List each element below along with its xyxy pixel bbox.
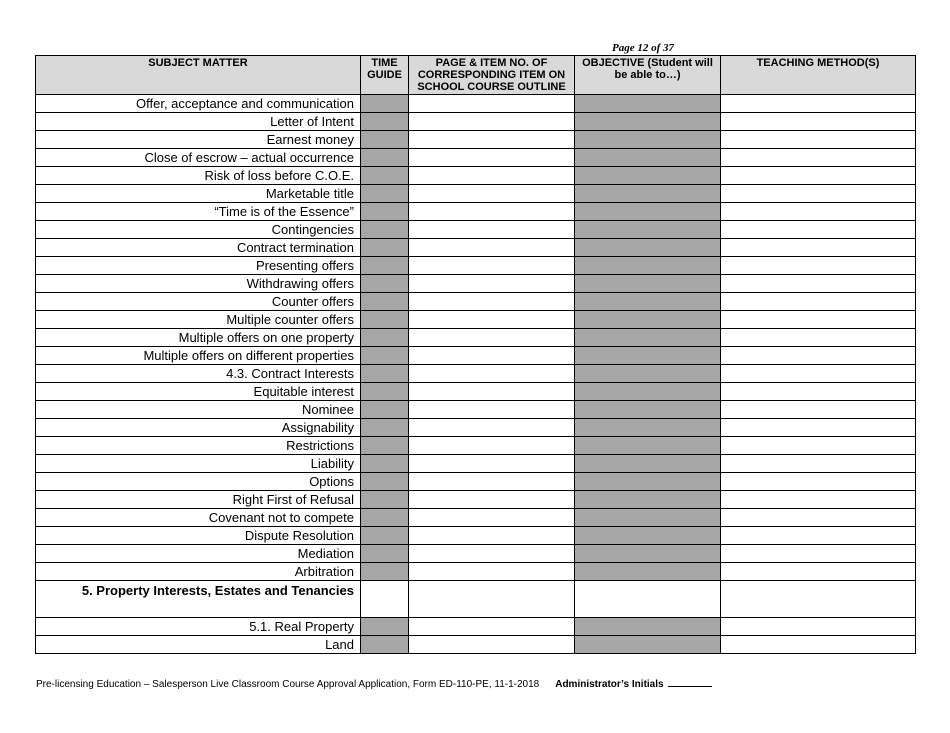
page-item-cell[interactable] [409, 239, 575, 257]
table-row [36, 545, 916, 563]
teaching-method-cell[interactable] [721, 365, 916, 383]
subject-cell: Nominee [36, 401, 361, 419]
page-item-cell[interactable] [409, 365, 575, 383]
subject-cell: 4.3. Contract Interests [36, 365, 361, 383]
subject-cell: Multiple counter offers [36, 311, 361, 329]
teaching-method-cell[interactable] [721, 293, 916, 311]
teaching-method-cell[interactable] [721, 383, 916, 401]
page-item-cell[interactable] [409, 581, 575, 618]
page-item-cell[interactable] [409, 473, 575, 491]
table-row [36, 203, 916, 221]
subject-cell: Withdrawing offers [36, 275, 361, 293]
objective-cell[interactable] [575, 149, 721, 167]
table-row [36, 636, 916, 654]
objective-cell[interactable] [575, 329, 721, 347]
time-guide-cell[interactable] [361, 383, 409, 401]
teaching-method-cell[interactable] [721, 275, 916, 293]
objective-cell[interactable] [575, 185, 721, 203]
table-row [36, 221, 916, 239]
objective-cell[interactable] [575, 491, 721, 509]
subject-cell: Earnest money [36, 131, 361, 149]
page-item-cell[interactable] [409, 131, 575, 149]
teaching-method-cell[interactable] [721, 419, 916, 437]
form-reference: Pre-licensing Education – Salesperson Live Classroom Course Approval Application, Form ED-110-PE, 11-1-2018 [36, 679, 540, 690]
time-guide-cell[interactable] [361, 473, 409, 491]
subject-cell: Equitable interest [36, 383, 361, 401]
time-guide-cell[interactable] [361, 437, 409, 455]
teaching-method-cell[interactable] [721, 329, 916, 347]
table-row [36, 419, 916, 437]
page-item-cell[interactable] [409, 545, 575, 563]
time-guide-cell[interactable] [361, 618, 409, 636]
objective-cell[interactable] [575, 131, 721, 149]
time-guide-cell[interactable] [361, 329, 409, 347]
table-row [36, 113, 916, 131]
header-page-item: PAGE & ITEM NO. OF CORRESPONDING ITEM ON SCHOOL COURSE OUTLINE [409, 56, 575, 95]
page-item-cell[interactable] [409, 293, 575, 311]
time-guide-cell[interactable] [361, 131, 409, 149]
page-item-cell[interactable] [409, 149, 575, 167]
time-guide-cell[interactable] [361, 491, 409, 509]
objective-cell[interactable] [575, 365, 721, 383]
teaching-method-cell[interactable] [721, 545, 916, 563]
table-row [36, 347, 916, 365]
time-guide-cell[interactable] [361, 275, 409, 293]
objective-cell[interactable] [575, 311, 721, 329]
page-item-cell[interactable] [409, 419, 575, 437]
subject-cell: “Time is of the Essence” [36, 203, 361, 221]
subject-cell: Counter offers [36, 293, 361, 311]
objective-cell[interactable] [575, 473, 721, 491]
table-row [36, 329, 916, 347]
teaching-method-cell[interactable] [721, 221, 916, 239]
teaching-method-cell[interactable] [721, 257, 916, 275]
time-guide-cell[interactable] [361, 239, 409, 257]
time-guide-cell[interactable] [361, 221, 409, 239]
objective-cell[interactable] [575, 437, 721, 455]
subject-cell: Land [36, 636, 361, 654]
table-row [36, 509, 916, 527]
subject-cell: Liability [36, 455, 361, 473]
teaching-method-cell[interactable] [721, 131, 916, 149]
teaching-method-cell[interactable] [721, 527, 916, 545]
objective-cell[interactable] [575, 221, 721, 239]
table-row [36, 293, 916, 311]
table-row [36, 563, 916, 581]
subject-cell: Assignability [36, 419, 361, 437]
time-guide-cell[interactable] [361, 401, 409, 419]
footer [36, 679, 712, 690]
time-guide-cell[interactable] [361, 167, 409, 185]
objective-cell[interactable] [575, 113, 721, 131]
time-guide-cell[interactable] [361, 311, 409, 329]
time-guide-cell[interactable] [361, 365, 409, 383]
time-guide-cell[interactable] [361, 95, 409, 113]
teaching-method-cell[interactable] [721, 473, 916, 491]
teaching-method-cell[interactable] [721, 509, 916, 527]
time-guide-cell[interactable] [361, 419, 409, 437]
subject-cell: Dispute Resolution [36, 527, 361, 545]
time-guide-cell[interactable] [361, 636, 409, 654]
table-row [36, 95, 916, 113]
time-guide-cell[interactable] [361, 545, 409, 563]
time-guide-cell[interactable] [361, 185, 409, 203]
time-guide-cell[interactable] [361, 347, 409, 365]
objective-cell[interactable] [575, 563, 721, 581]
table-row [36, 311, 916, 329]
teaching-method-cell[interactable] [721, 149, 916, 167]
subject-cell: 5. Property Interests, Estates and Tenancies [36, 581, 361, 618]
objective-cell[interactable] [575, 167, 721, 185]
subject-cell: Multiple offers on different properties [36, 347, 361, 365]
page-item-cell[interactable] [409, 527, 575, 545]
subject-cell: Arbitration [36, 563, 361, 581]
subject-cell: Contract termination [36, 239, 361, 257]
teaching-method-cell[interactable] [721, 401, 916, 419]
objective-cell[interactable] [575, 203, 721, 221]
page-number: Page 12 of 37 [612, 42, 675, 54]
teaching-method-cell[interactable] [721, 113, 916, 131]
teaching-method-cell[interactable] [721, 311, 916, 329]
teaching-method-cell[interactable] [721, 491, 916, 509]
administrator-initials-field[interactable] [668, 686, 712, 687]
objective-cell[interactable] [575, 527, 721, 545]
page-item-cell[interactable] [409, 437, 575, 455]
table-row [36, 149, 916, 167]
objective-cell[interactable] [575, 636, 721, 654]
header-subject-matter: SUBJECT MATTER [36, 56, 361, 95]
time-guide-cell[interactable] [361, 563, 409, 581]
subject-cell: Contingencies [36, 221, 361, 239]
objective-cell[interactable] [575, 257, 721, 275]
subject-cell: Restrictions [36, 437, 361, 455]
page-item-cell[interactable] [409, 455, 575, 473]
page-item-cell[interactable] [409, 509, 575, 527]
teaching-method-cell[interactable] [721, 636, 916, 654]
table-row [36, 239, 916, 257]
subject-cell: Mediation [36, 545, 361, 563]
table-row [36, 383, 916, 401]
objective-cell[interactable] [575, 383, 721, 401]
table-row [36, 275, 916, 293]
objective-cell[interactable] [575, 239, 721, 257]
page-item-cell[interactable] [409, 95, 575, 113]
page-item-cell[interactable] [409, 636, 575, 654]
subject-cell: Covenant not to compete [36, 509, 361, 527]
time-guide-cell[interactable] [361, 527, 409, 545]
page-item-cell[interactable] [409, 563, 575, 581]
teaching-method-cell[interactable] [721, 347, 916, 365]
subject-cell: 5.1. Real Property [36, 618, 361, 636]
page-item-cell[interactable] [409, 203, 575, 221]
objective-cell[interactable] [575, 618, 721, 636]
table-row [36, 618, 916, 636]
teaching-method-cell[interactable] [721, 95, 916, 113]
objective-cell[interactable] [575, 401, 721, 419]
header-time-guide: TIME GUIDE [361, 56, 409, 95]
header-row [36, 56, 916, 95]
page-item-cell[interactable] [409, 347, 575, 365]
objective-cell[interactable] [575, 509, 721, 527]
teaching-method-cell[interactable] [721, 618, 916, 636]
table-row [36, 581, 916, 618]
teaching-method-cell[interactable] [721, 203, 916, 221]
table-row [36, 437, 916, 455]
objective-cell[interactable] [575, 581, 721, 618]
time-guide-cell[interactable] [361, 455, 409, 473]
table-row [36, 527, 916, 545]
time-guide-cell[interactable] [361, 113, 409, 131]
page-item-cell[interactable] [409, 185, 575, 203]
teaching-method-cell[interactable] [721, 581, 916, 618]
subject-cell: Risk of loss before C.O.E. [36, 167, 361, 185]
administrator-initials-label: Administrator’s Initials [555, 679, 664, 690]
objective-cell[interactable] [575, 419, 721, 437]
objective-cell[interactable] [575, 455, 721, 473]
table-row [36, 491, 916, 509]
table-row [36, 365, 916, 383]
page-item-cell[interactable] [409, 383, 575, 401]
page-item-cell[interactable] [409, 167, 575, 185]
page-item-cell[interactable] [409, 311, 575, 329]
objective-cell[interactable] [575, 347, 721, 365]
page-item-cell[interactable] [409, 221, 575, 239]
time-guide-cell[interactable] [361, 293, 409, 311]
table-row [36, 455, 916, 473]
page-item-cell[interactable] [409, 275, 575, 293]
page-item-cell[interactable] [409, 401, 575, 419]
time-guide-cell[interactable] [361, 581, 409, 618]
subject-cell: Options [36, 473, 361, 491]
subject-cell: Close of escrow – actual occurrence [36, 149, 361, 167]
teaching-method-cell[interactable] [721, 455, 916, 473]
header-objective: OBJECTIVE (Student will be able to…) [575, 56, 721, 95]
time-guide-cell[interactable] [361, 149, 409, 167]
teaching-method-cell[interactable] [721, 239, 916, 257]
table-row [36, 401, 916, 419]
time-guide-cell[interactable] [361, 257, 409, 275]
table-row [36, 131, 916, 149]
course-outline-table [35, 55, 916, 654]
teaching-method-cell[interactable] [721, 563, 916, 581]
table-row [36, 185, 916, 203]
page-item-cell[interactable] [409, 491, 575, 509]
subject-cell: Multiple offers on one property [36, 329, 361, 347]
objective-cell[interactable] [575, 275, 721, 293]
page-item-cell[interactable] [409, 329, 575, 347]
subject-cell: Right First of Refusal [36, 491, 361, 509]
table-row [36, 473, 916, 491]
objective-cell[interactable] [575, 95, 721, 113]
page-item-cell[interactable] [409, 113, 575, 131]
objective-cell[interactable] [575, 545, 721, 563]
teaching-method-cell[interactable] [721, 437, 916, 455]
subject-cell: Marketable title [36, 185, 361, 203]
teaching-method-cell[interactable] [721, 185, 916, 203]
page-item-cell[interactable] [409, 618, 575, 636]
header-teaching-methods: TEACHING METHOD(S) [721, 56, 916, 95]
subject-cell: Offer, acceptance and communication [36, 95, 361, 113]
table-row [36, 257, 916, 275]
teaching-method-cell[interactable] [721, 167, 916, 185]
time-guide-cell[interactable] [361, 509, 409, 527]
objective-cell[interactable] [575, 293, 721, 311]
table-row [36, 167, 916, 185]
subject-cell: Presenting offers [36, 257, 361, 275]
time-guide-cell[interactable] [361, 203, 409, 221]
page-item-cell[interactable] [409, 257, 575, 275]
subject-cell: Letter of Intent [36, 113, 361, 131]
